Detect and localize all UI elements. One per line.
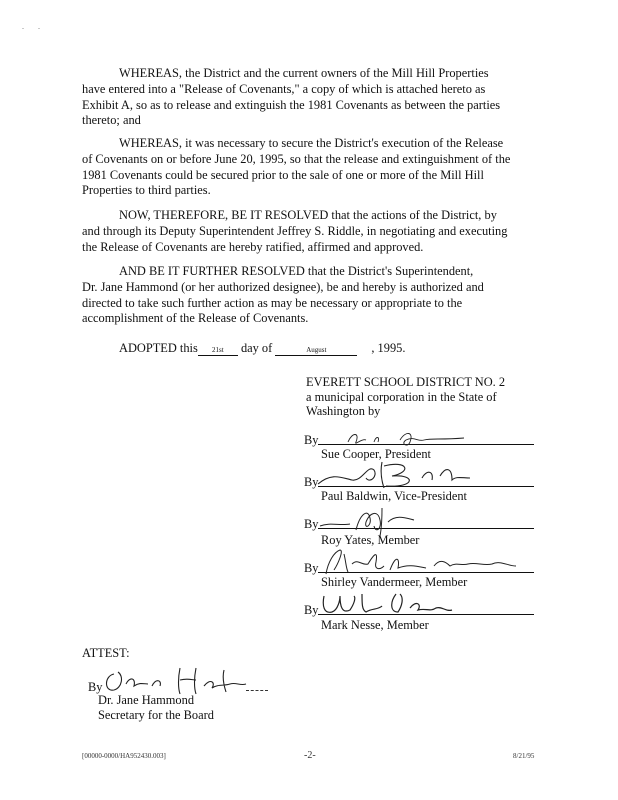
signatory-name: Shirley Vandermeer, Member: [321, 575, 468, 589]
paragraph-line: Dr. Jane Hammond (or her authorized designee), be and hereby is authorized and: [82, 279, 484, 294]
adopted-line: [119, 341, 405, 356]
paragraph-line: the Release of Covenants are hereby ratified, affirmed and approved.: [82, 239, 424, 254]
signatory-name: Sue Cooper, President: [321, 447, 431, 461]
footer-page-number: -2-: [304, 750, 316, 761]
attest-label: ATTEST:: [82, 646, 130, 660]
paragraph-whereas-release: [82, 66, 542, 129]
by-label: By: [304, 603, 319, 617]
corner-marks: . .: [22, 22, 46, 31]
attest-line-end: [246, 690, 268, 691]
paragraph-resolved: [82, 208, 542, 255]
adopted-day-field: 21st: [198, 345, 238, 356]
signatory-name: Paul Baldwin, Vice-President: [321, 489, 467, 503]
signature-baldwin: [312, 458, 482, 492]
attest-by-label: By: [88, 680, 103, 694]
signatory-name: Mark Nesse, Member: [321, 618, 429, 632]
paragraph-line: directed to take such further action as may be necessary or appropriate to the: [82, 295, 463, 310]
footer-date: 8/21/95: [513, 752, 535, 760]
signature-nesse: [318, 590, 458, 620]
paragraph-line: WHEREAS, it was necessary to secure the District's execution of the Release: [119, 136, 504, 150]
attest-title: Secretary for the Board: [98, 708, 214, 722]
adopted-middle: day of: [240, 341, 273, 355]
district-description: a municipal corporation in the State of: [306, 390, 497, 404]
footer-document-id: [00000-0000/HA952430.003]: [82, 752, 166, 760]
district-name: EVERETT SCHOOL DISTRICT NO. 2: [306, 375, 506, 389]
attest-name: Dr. Jane Hammond: [98, 693, 195, 707]
paragraph-further-resolved: [82, 264, 542, 327]
adopted-month-field: August: [275, 345, 357, 356]
paragraph-line: thereto; and: [82, 113, 141, 128]
by-label: By: [304, 433, 319, 447]
paragraph-whereas-execution: [82, 136, 542, 199]
district-state: Washington by: [306, 404, 381, 418]
signatory-name: Roy Yates, Member: [321, 533, 420, 547]
by-label: By: [304, 561, 319, 575]
paragraph-line: of Covenants on or before June 20, 1995, so that the release and extinguishment of the: [82, 151, 511, 166]
paragraph-line: AND BE IT FURTHER RESOLVED that the District's Superintendent,: [119, 264, 474, 278]
adopted-suffix: , 1995.: [371, 341, 406, 355]
paragraph-line: Properties to third parties.: [82, 183, 211, 198]
paragraph-line: NOW, THEREFORE, BE IT RESOLVED that the actions of the District, by: [119, 208, 497, 222]
by-label: By: [304, 475, 319, 489]
by-label: By: [304, 517, 319, 531]
paragraph-line: accomplishment of the Release of Covenants.: [82, 311, 309, 326]
paragraph-line: Exhibit A, so as to release and extinguish the 1981 Covenants as between the parties: [82, 97, 501, 112]
adopted-prefix: ADOPTED this: [119, 341, 198, 355]
paragraph-line: WHEREAS, the District and the current owners of the Mill Hill Properties: [119, 66, 489, 80]
paragraph-line: and through its Deputy Superintendent Jeffrey S. Riddle, in negotiating and executing: [82, 223, 508, 238]
paragraph-line: 1981 Covenants could be secured prior to the sale of one or more of the Mill Hill: [82, 167, 484, 182]
signature-vandermeer: [316, 544, 522, 578]
paragraph-line: have entered into a "Release of Covenants," a copy of which is attached hereto as: [82, 81, 486, 96]
